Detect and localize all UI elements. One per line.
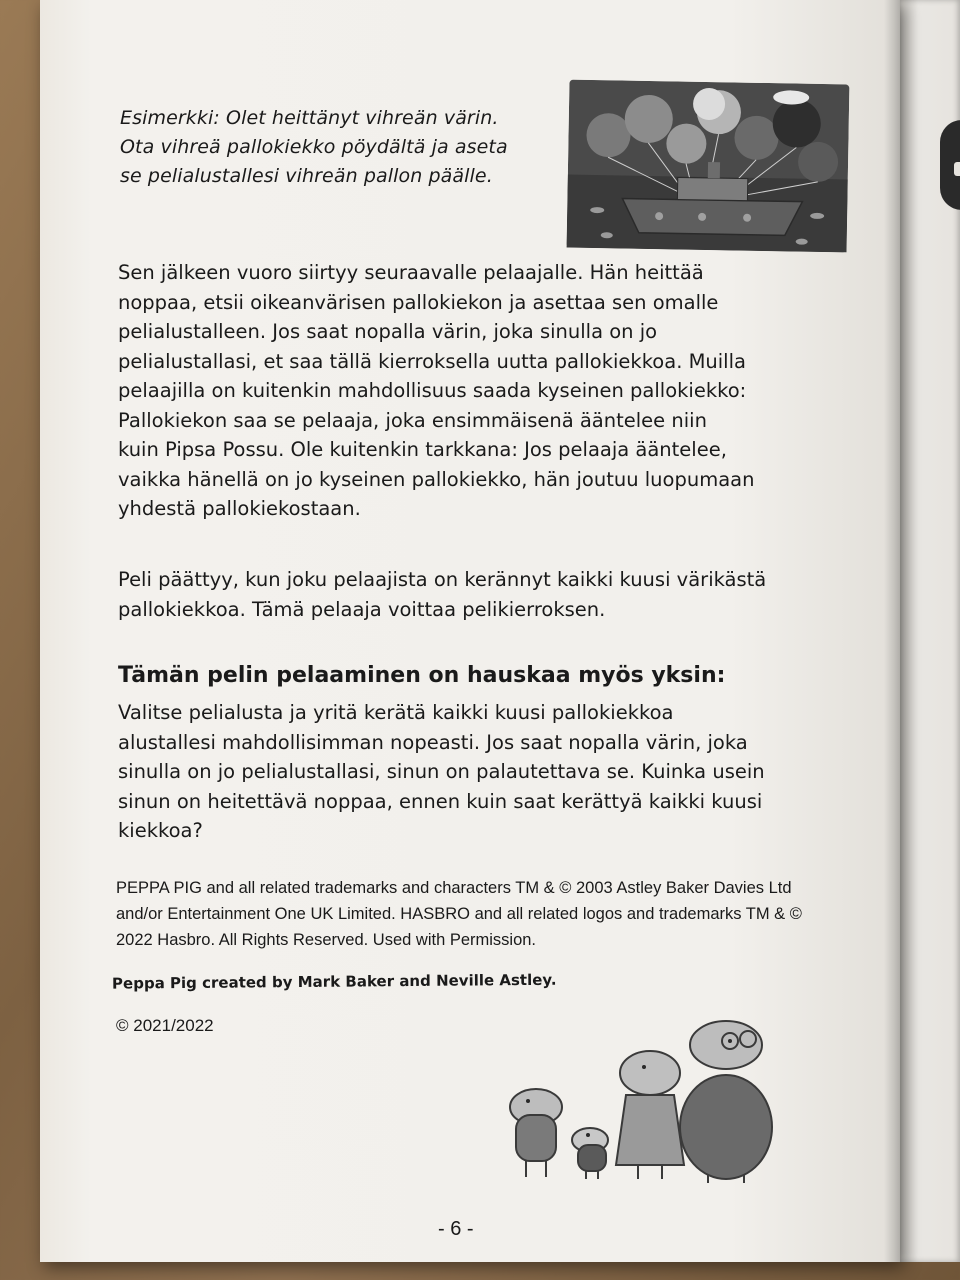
turn-rules-paragraph <box>118 258 838 524</box>
paragraph-line: yhdestä pallokiekostaan. <box>118 497 361 520</box>
paragraph-line: pelialustalleen. Jos saat nopalla värin, joka sinulla on jo <box>118 320 658 343</box>
solo-paragraph <box>118 698 838 846</box>
example-line: Ota vihreä pallokiekko pöydältä ja aseta <box>120 136 508 158</box>
example-line: Esimerkki: Olet heittänyt vihreän värin. <box>120 107 499 129</box>
paragraph-line: alustallesi mahdollisimman nopeasti. Jos saat nopalla värin, joka <box>118 730 748 754</box>
paragraph-line: Peli päättyy, kun joku pelaajista on kerännyt kaikki kuusi värikästä <box>118 568 767 591</box>
page-number: - 6 - <box>438 1218 474 1240</box>
game-board-illustration <box>567 80 850 253</box>
copyright-year: © 2021/2022 <box>116 1016 214 1035</box>
pig-family-illustration <box>498 1015 818 1185</box>
paragraph-line: sinulla on jo pelialustallasi, sinun on palautettava se. Kuinka usein <box>118 760 765 783</box>
paragraph-line: Pallokiekon saa se pelaaja, joka ensimmäisenä ääntelee niin <box>118 408 707 432</box>
paragraph-line: kuin Pipsa Possu. Ole kuitenkin tarkkana: Jos pelaaja ääntelee, <box>118 438 727 461</box>
example-line: se pelialustallesi vihreän pallon päälle. <box>120 165 493 187</box>
paragraph-line: pelaajilla on kuitenkin mahdollisuus saada kyseinen pallokiekko: <box>118 379 747 402</box>
paragraph-line: vaikka hänellä on jo kyseinen pallokiekko, hän joutuu luopumaan <box>118 467 755 491</box>
paragraph-line: sinun on heitettävä noppaa, ennen kuin saat kerättyä kaikki kuusi <box>118 789 763 813</box>
paragraph-line: pallokiekkoa. Tämä pelaaja voittaa pelikierroksen. <box>118 597 606 621</box>
paragraph-line: kiekkoa? <box>118 819 203 842</box>
booklet-spine <box>884 0 900 1262</box>
creator-credit: Peppa Pig created by Mark Baker and Neville Astley. <box>111 970 557 993</box>
facing-page-graphic <box>940 120 960 210</box>
paragraph-line: Sen jälkeen vuoro siirtyy seuraavalle pelaajalle. Hän heittää <box>118 261 704 284</box>
legal-line: and/or Entertainment One UK Limited. HASBRO and all related logos and trademarks TM & © <box>116 905 802 923</box>
legal-line: PEPPA PIG and all related trademarks and characters TM & © 2003 Astley Baker Davies Ltd <box>116 879 792 897</box>
example-text <box>120 104 570 191</box>
paragraph-line: noppaa, etsii oikeanvärisen pallokiekon ja asettaa sen omalle <box>118 290 719 314</box>
legal-line: 2022 Hasbro. All Rights Reserved. Used with Permission. <box>116 931 537 949</box>
solo-heading: Tämän pelin pelaaminen on hauskaa myös yksin: <box>118 663 726 688</box>
paragraph-line: Valitse pelialusta ja yritä kerätä kaikki kuusi pallokiekkoa <box>118 701 674 724</box>
paragraph-line: pelialustallasi, et saa tällä kierroksella uutta pallokiekkoa. Muilla <box>118 349 746 373</box>
game-end-paragraph <box>118 565 838 624</box>
legal-notice <box>116 875 856 953</box>
